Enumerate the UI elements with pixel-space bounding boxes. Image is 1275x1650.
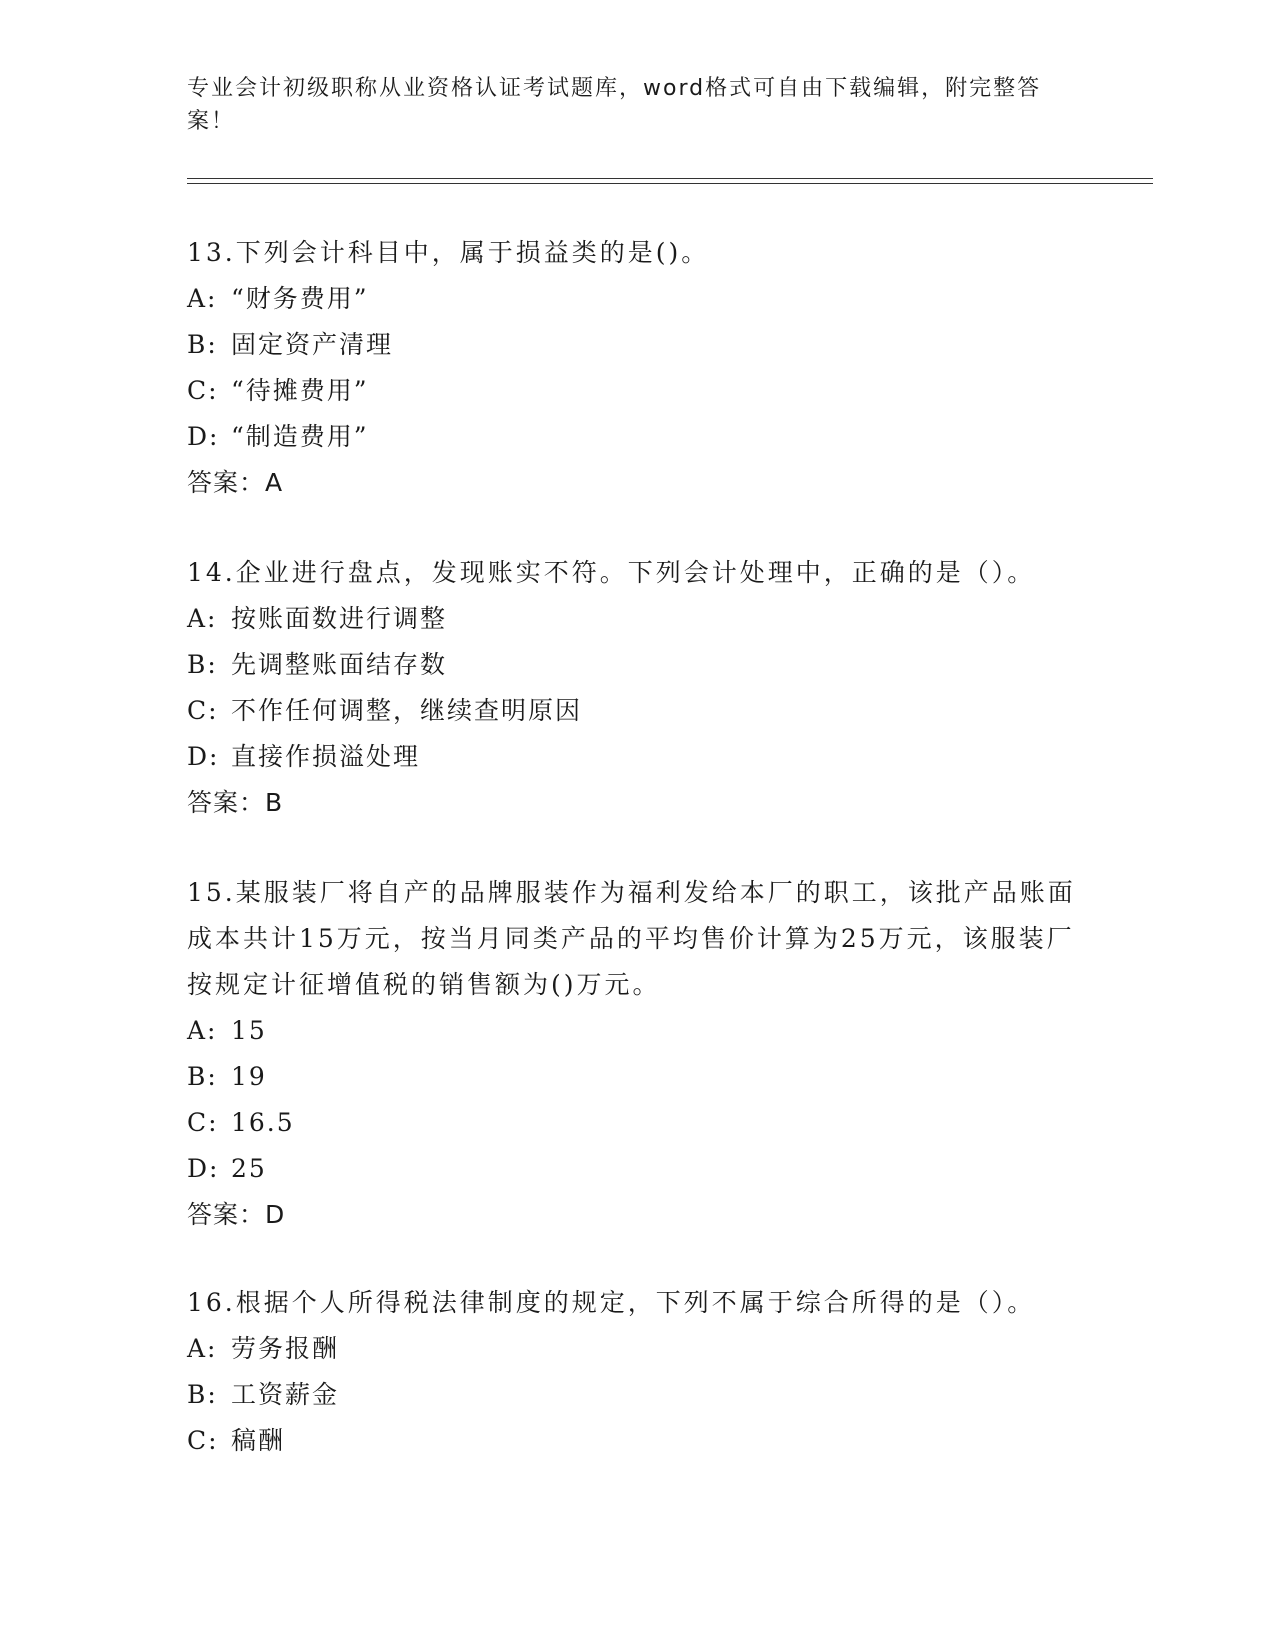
option-c — [187, 688, 1087, 734]
option-a — [187, 276, 1087, 322]
option-text: “制造费用” — [231, 422, 369, 451]
option-text: 直接作损溢处理 — [231, 742, 421, 771]
answer-line: 答案：B — [187, 788, 284, 817]
option-text: 19 — [231, 1062, 267, 1091]
option-letter: B: — [187, 1380, 218, 1409]
option-d — [187, 734, 1087, 780]
option-d — [187, 1146, 1087, 1192]
answer-line: 答案：A — [187, 468, 284, 497]
option-a — [187, 1326, 1087, 1372]
option-letter: A: — [187, 1334, 218, 1363]
question-stem: 16.根据个人所得税法律制度的规定，下列不属于综合所得的是（）。 — [187, 1288, 1036, 1317]
question-13 — [187, 230, 1087, 506]
option-text: 16.5 — [231, 1108, 295, 1137]
option-text: “财务费用” — [231, 284, 369, 313]
option-c — [187, 368, 1087, 414]
option-d — [187, 414, 1087, 460]
option-a — [187, 596, 1087, 642]
header-divider-top — [187, 178, 1153, 179]
option-letter: B: — [187, 1062, 218, 1091]
question-14 — [187, 550, 1087, 826]
option-a — [187, 1008, 1087, 1054]
question-stem: 13.下列会计科目中，属于损益类的是()。 — [187, 238, 710, 267]
option-letter: A: — [187, 284, 218, 313]
option-letter: D: — [187, 742, 220, 771]
question-stem: 15.某服装厂将自产的品牌服装作为福利发给本厂的职工，该批产品账面成本共计15万元，按当月同类产品的平均售价计算为25万元，该服装厂按规定计征增值税的销售额为()万元。 — [187, 878, 1076, 999]
option-text: 先调整账面结存数 — [231, 650, 448, 679]
option-text: 固定资产清理 — [231, 330, 394, 359]
option-b — [187, 642, 1087, 688]
option-letter: D: — [187, 422, 220, 451]
option-text: 不作任何调整，继续查明原因 — [231, 696, 583, 725]
option-letter: A: — [187, 604, 218, 633]
question-15 — [187, 870, 1087, 1238]
option-c — [187, 1418, 1087, 1464]
option-text: 稿酬 — [231, 1426, 286, 1455]
document-header — [187, 72, 1067, 138]
question-16 — [187, 1280, 1087, 1464]
option-letter: A: — [187, 1016, 218, 1045]
option-c — [187, 1100, 1087, 1146]
option-letter: C: — [187, 1426, 219, 1455]
option-letter: C: — [187, 696, 219, 725]
answer-line: 答案：D — [187, 1200, 286, 1229]
option-b — [187, 1372, 1087, 1418]
option-text: 劳务报酬 — [231, 1334, 340, 1363]
option-text: “待摊费用” — [231, 376, 369, 405]
option-letter: B: — [187, 330, 218, 359]
option-text: 按账面数进行调整 — [231, 604, 448, 633]
option-b — [187, 322, 1087, 368]
question-stem: 14.企业进行盘点，发现账实不符。下列会计处理中，正确的是（）。 — [187, 558, 1036, 587]
option-text: 工资薪金 — [231, 1380, 340, 1409]
option-letter: C: — [187, 1108, 219, 1137]
option-letter: B: — [187, 650, 218, 679]
header-intro-text: 专业会计初级职称从业资格认证考试题库，word格式可自由下载编辑，附完整答案！ — [187, 76, 1042, 134]
option-letter: C: — [187, 376, 219, 405]
option-text: 25 — [231, 1154, 267, 1183]
option-letter: D: — [187, 1154, 220, 1183]
header-divider-bottom — [187, 183, 1153, 184]
option-b — [187, 1054, 1087, 1100]
option-text: 15 — [231, 1016, 267, 1045]
